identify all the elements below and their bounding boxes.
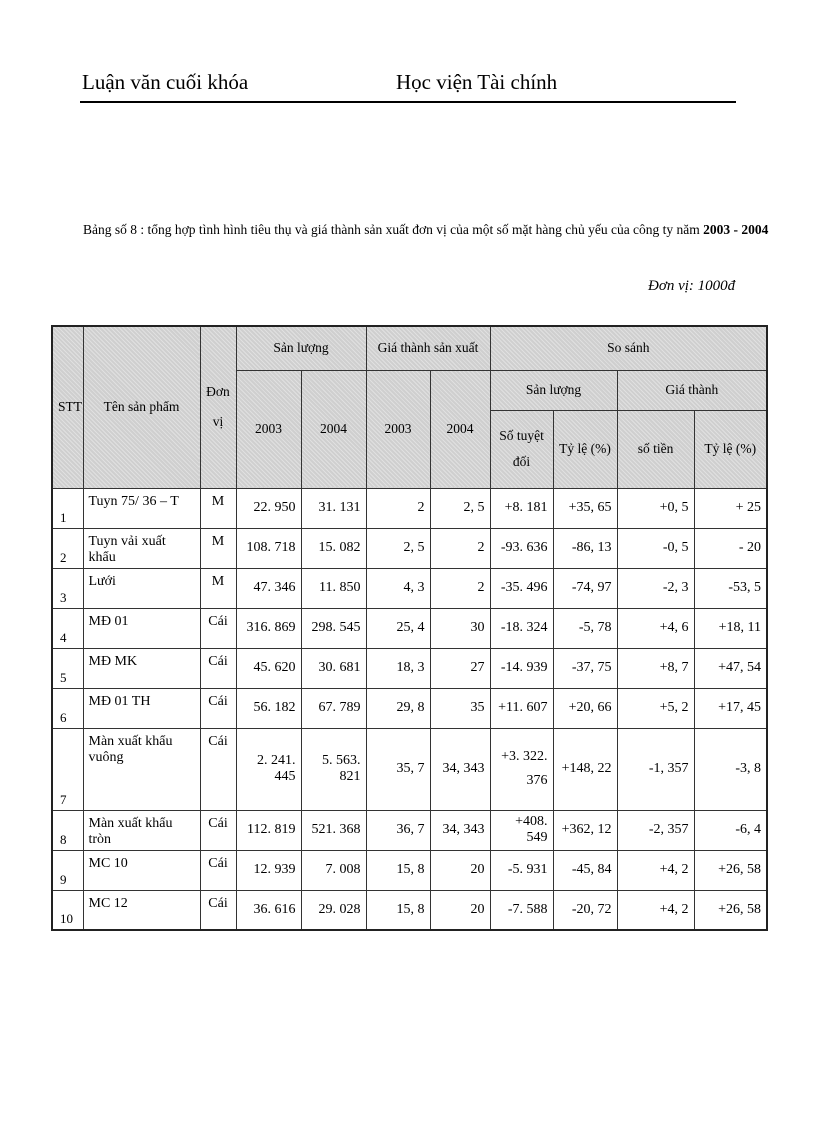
cell-gt2003: 2, 5 [366, 528, 430, 568]
header-ty-le-san-luong: Tỷ lệ (%) [553, 410, 617, 488]
cell-sl2003: 45. 620 [236, 648, 301, 688]
table-row [52, 890, 767, 930]
cell-name: Tuyn vải xuất khẩu [83, 528, 200, 568]
cell-unit: M [200, 568, 236, 608]
header-unit-line1: Đơn [206, 384, 230, 400]
table-caption [83, 222, 768, 238]
cell-sl2004: 521. 368 [301, 810, 366, 850]
cell-sl-abs: -93. 636 [490, 528, 553, 568]
cell-gt2003: 18, 3 [366, 648, 430, 688]
header-stt: STT [52, 326, 83, 488]
cell-gt2003: 15, 8 [366, 850, 430, 890]
cell-sl2004: 31. 131 [301, 488, 366, 528]
header-so-tuyet-doi: Số tuyệt đối [490, 410, 553, 488]
cell-sl2004: 30. 681 [301, 648, 366, 688]
header-ty-le-gia-thanh: Tỷ lệ (%) [694, 410, 767, 488]
table-row [52, 728, 767, 810]
table-row [52, 488, 767, 528]
cell-gt-pct: - 20 [694, 528, 767, 568]
header-gia-thanh-sx: Giá thành sản xuất [366, 326, 490, 370]
cell-sl-pct: -74, 97 [553, 568, 617, 608]
table-row [52, 608, 767, 648]
cell-sl2003: 47. 346 [236, 568, 301, 608]
cell-sl2004: 7. 008 [301, 850, 366, 890]
cell-gt2003: 15, 8 [366, 890, 430, 930]
table-row [52, 528, 767, 568]
cell-sl2004: 11. 850 [301, 568, 366, 608]
cell-unit: Cái [200, 648, 236, 688]
cell-gt2003: 4, 3 [366, 568, 430, 608]
cell-unit: Cái [200, 850, 236, 890]
cell-name: MĐ MK [83, 648, 200, 688]
cell-sl-pct: -37, 75 [553, 648, 617, 688]
header-left-title: Luận văn cuối khóa [82, 70, 249, 94]
cell-sl-abs: -35. 496 [490, 568, 553, 608]
cell-gt2004: 20 [430, 850, 490, 890]
cell-sl-pct: -45, 84 [553, 850, 617, 890]
cell-gt2003: 2 [366, 488, 430, 528]
cell-gt-pct: +47, 54 [694, 648, 767, 688]
caption-years: 2003 - 2004 [703, 222, 769, 237]
cell-sl-pct: -5, 78 [553, 608, 617, 648]
cell-gt2004: 30 [430, 608, 490, 648]
cell-sl-abs: +3. 322. 376 [490, 728, 553, 810]
cell-stt: 6 [52, 688, 83, 728]
cell-stt: 1 [52, 488, 83, 528]
cell-name: MĐ 01 [83, 608, 200, 648]
header-so-tien: số tiền [617, 410, 694, 488]
cell-gt-tien: +4, 2 [617, 850, 694, 890]
cell-gt-tien: +4, 2 [617, 890, 694, 930]
cell-sl-pct: +20, 66 [553, 688, 617, 728]
cell-unit: Cái [200, 810, 236, 850]
cell-sl2004: 15. 082 [301, 528, 366, 568]
cell-sl2003: 12. 939 [236, 850, 301, 890]
cell-sl2004: 5. 563. 821 [301, 728, 366, 810]
table-body [52, 488, 767, 930]
header-ss-san-luong: Sản lượng [490, 370, 617, 410]
table-row [52, 568, 767, 608]
cell-name: Màn xuất khẩu vuông [83, 728, 200, 810]
cell-sl2003: 2. 241. 445 [236, 728, 301, 810]
cell-sl-pct: +148, 22 [553, 728, 617, 810]
cell-unit: Cái [200, 728, 236, 810]
header-so-sanh: So sánh [490, 326, 767, 370]
cell-sl2004: 298. 545 [301, 608, 366, 648]
header-san-luong: Sản lượng [236, 326, 366, 370]
cell-name: Màn xuất khẩu tròn [83, 810, 200, 850]
cell-gt2004: 34, 343 [430, 728, 490, 810]
header-gt-2004: 2004 [430, 370, 490, 488]
cell-name: MC 12 [83, 890, 200, 930]
cell-gt-pct: +18, 11 [694, 608, 767, 648]
cell-sl-abs: +8. 181 [490, 488, 553, 528]
cell-sl2003: 112. 819 [236, 810, 301, 850]
cell-gt2004: 20 [430, 890, 490, 930]
cell-gt2003: 35, 7 [366, 728, 430, 810]
cell-sl-abs: -14. 939 [490, 648, 553, 688]
cell-gt-pct: -3, 8 [694, 728, 767, 810]
cell-sl2003: 108. 718 [236, 528, 301, 568]
cell-sl-abs: +11. 607 [490, 688, 553, 728]
cell-gt-tien: +0, 5 [617, 488, 694, 528]
cell-stt: 4 [52, 608, 83, 648]
table-row [52, 810, 767, 850]
cell-sl-pct: +35, 65 [553, 488, 617, 528]
cell-sl-abs: +408. 549 [490, 810, 553, 850]
cell-gt-pct: -53, 5 [694, 568, 767, 608]
cell-sl-abs: -18. 324 [490, 608, 553, 648]
header-rule [80, 101, 736, 103]
header-product-name: Tên sản phẩm [83, 326, 200, 488]
cell-gt2004: 2, 5 [430, 488, 490, 528]
cell-gt2003: 25, 4 [366, 608, 430, 648]
cell-sl2003: 36. 616 [236, 890, 301, 930]
summary-table [51, 325, 768, 931]
cell-gt-pct: -6, 4 [694, 810, 767, 850]
cell-sl-pct: +362, 12 [553, 810, 617, 850]
unit-note: Đơn vị: 1000đ [648, 278, 736, 294]
cell-stt: 10 [52, 890, 83, 930]
cell-sl-pct: -86, 13 [553, 528, 617, 568]
cell-sl2004: 67. 789 [301, 688, 366, 728]
cell-gt2003: 29, 8 [366, 688, 430, 728]
header-right-title: Học viện Tài chính [396, 70, 558, 94]
cell-sl2004: 29. 028 [301, 890, 366, 930]
cell-sl-abs: -7. 588 [490, 890, 553, 930]
cell-stt: 8 [52, 810, 83, 850]
cell-sl2003: 22. 950 [236, 488, 301, 528]
cell-stt: 5 [52, 648, 83, 688]
cell-sl2003: 316. 869 [236, 608, 301, 648]
cell-stt: 2 [52, 528, 83, 568]
cell-sl-abs: -5. 931 [490, 850, 553, 890]
header-unit-line2: vị [212, 414, 224, 430]
header-ss-gia-thanh: Giá thành [617, 370, 767, 410]
cell-unit: Cái [200, 688, 236, 728]
cell-unit: Cái [200, 608, 236, 648]
cell-gt-pct: +17, 45 [694, 688, 767, 728]
header-unit [200, 326, 236, 488]
cell-gt2004: 2 [430, 528, 490, 568]
cell-stt: 3 [52, 568, 83, 608]
cell-stt: 7 [52, 728, 83, 810]
table-row [52, 850, 767, 890]
cell-sl-pct: -20, 72 [553, 890, 617, 930]
table-row [52, 648, 767, 688]
cell-gt2004: 35 [430, 688, 490, 728]
cell-gt-tien: -1, 357 [617, 728, 694, 810]
cell-gt2003: 36, 7 [366, 810, 430, 850]
cell-sl2003: 56. 182 [236, 688, 301, 728]
cell-unit: M [200, 528, 236, 568]
cell-gt-tien: +4, 6 [617, 608, 694, 648]
cell-gt2004: 27 [430, 648, 490, 688]
cell-stt: 9 [52, 850, 83, 890]
header-sl-2003: 2003 [236, 370, 301, 488]
cell-gt2004: 34, 343 [430, 810, 490, 850]
caption-text: Bảng số 8 : tổng hợp tình hình tiêu thụ và giá thành sản xuất đơn vị của một số mặt hàng chủ yếu của công ty năm [83, 222, 704, 237]
cell-unit: M [200, 488, 236, 528]
header-sl-2004: 2004 [301, 370, 366, 488]
cell-name: Tuyn 75/ 36 – T [83, 488, 200, 528]
cell-gt-pct: +26, 58 [694, 850, 767, 890]
cell-name: Lưới [83, 568, 200, 608]
cell-gt-pct: + 25 [694, 488, 767, 528]
cell-gt-tien: -0, 5 [617, 528, 694, 568]
cell-unit: Cái [200, 890, 236, 930]
cell-gt-tien: -2, 357 [617, 810, 694, 850]
cell-gt-tien: +8, 7 [617, 648, 694, 688]
header-gt-2003: 2003 [366, 370, 430, 488]
cell-gt-tien: -2, 3 [617, 568, 694, 608]
table-row [52, 688, 767, 728]
cell-gt-tien: +5, 2 [617, 688, 694, 728]
cell-name: MC 10 [83, 850, 200, 890]
cell-gt2004: 2 [430, 568, 490, 608]
cell-gt-pct: +26, 58 [694, 890, 767, 930]
cell-name: MĐ 01 TH [83, 688, 200, 728]
